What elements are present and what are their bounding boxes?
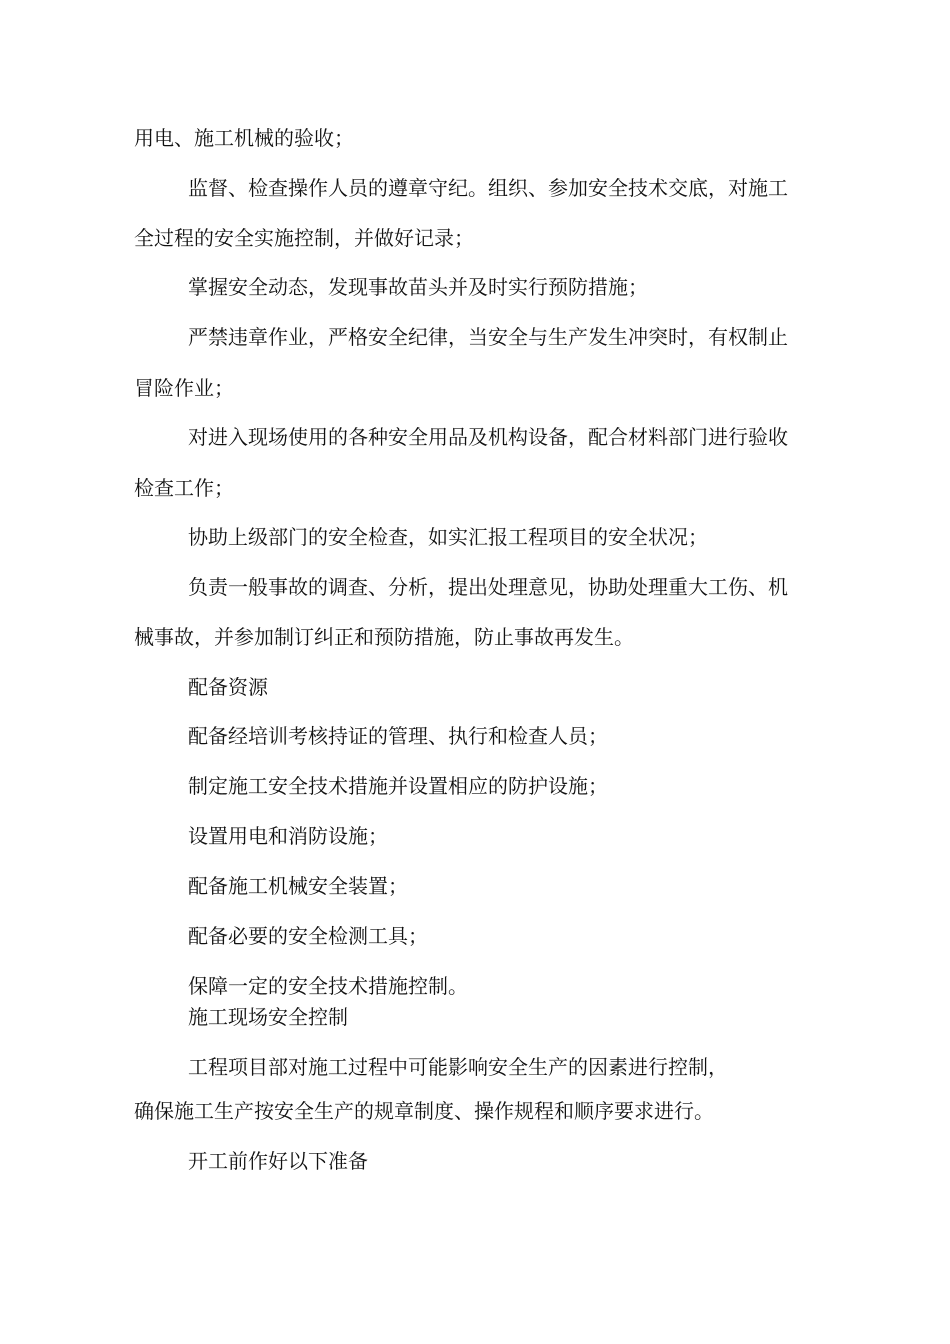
paragraph-line: 协助上级部门的安全检查，如实汇报工程项目的安全状况； <box>188 525 708 549</box>
text-line: 冒险作业； <box>134 376 234 400</box>
paragraph-line: 负责一般事故的调查、分析，提出处理意见，协助处理重大工伤、机 <box>188 575 788 599</box>
paragraph-line: 严禁违章作业，严格安全纪律，当安全与生产发生冲突时，有权制止 <box>188 325 788 349</box>
paragraph-line: 掌握安全动态，发现事故苗头并及时实行预防措施； <box>188 275 648 299</box>
paragraph-line: 监督、检查操作人员的遵章守纪。组织、参加安全技术交底，对施工 <box>188 176 788 200</box>
section-heading: 配备资源 <box>188 675 268 699</box>
paragraph-line: 配备施工机械安全装置； <box>188 874 408 898</box>
paragraph-line: 制定施工安全技术措施并设置相应的防护设施； <box>188 774 608 798</box>
text-line: 检查工作； <box>134 476 234 500</box>
section-heading: 施工现场安全控制 <box>188 1005 348 1029</box>
text-line: 全过程的安全实施控制，并做好记录； <box>134 226 474 250</box>
text-line: 确保施工生产按安全生产的规章制度、操作规程和顺序要求进行。 <box>134 1099 714 1123</box>
paragraph-line: 配备经培训考核持证的管理、执行和检查人员； <box>188 724 608 748</box>
paragraph-line: 设置用电和消防设施； <box>188 824 388 848</box>
paragraph-line: 工程项目部对施工过程中可能影响安全生产的因素进行控制， <box>188 1055 728 1079</box>
paragraph-line: 开工前作好以下准备 <box>188 1149 368 1173</box>
text-line: 用电、施工机械的验收； <box>134 126 354 150</box>
paragraph-line: 保障一定的安全技术措施控制。 <box>188 974 468 998</box>
paragraph-line: 配备必要的安全检测工具； <box>188 924 428 948</box>
paragraph-line: 对进入现场使用的各种安全用品及机构设备，配合材料部门进行验收 <box>188 425 788 449</box>
text-line: 械事故，并参加制订纠正和预防措施，防止事故再发生。 <box>134 625 634 649</box>
